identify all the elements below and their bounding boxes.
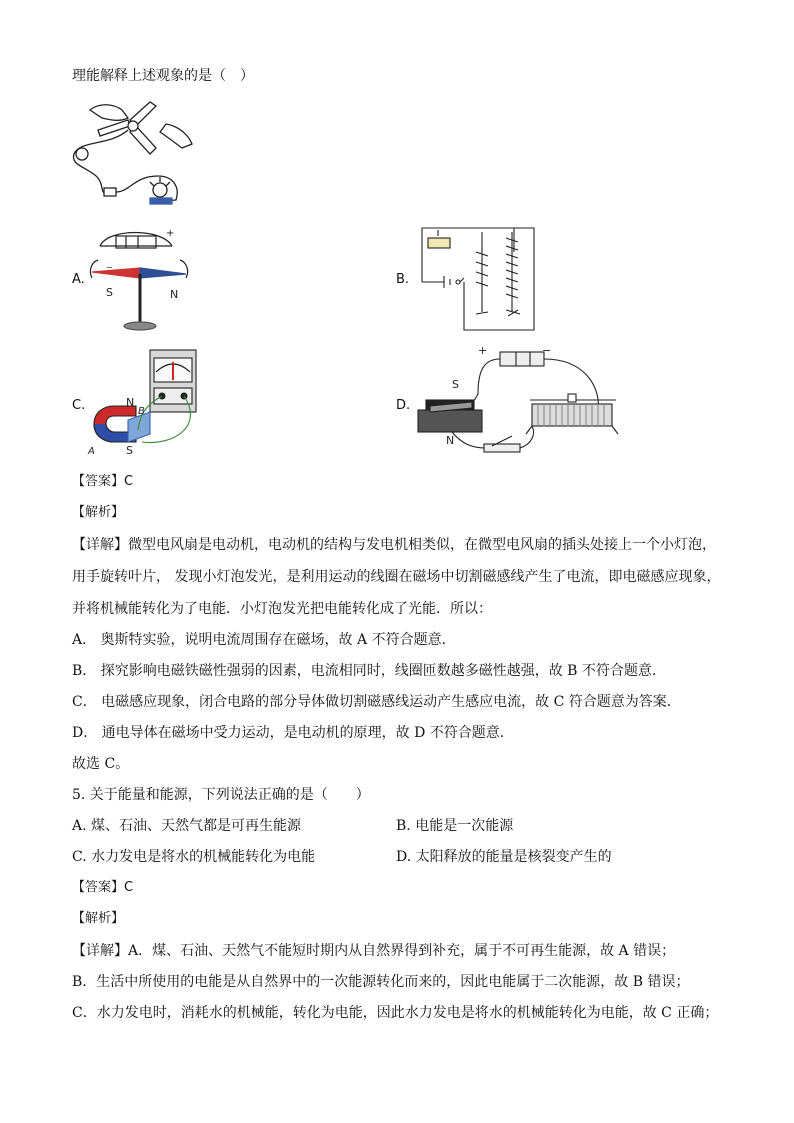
analysis-q5: 【解析】 — [72, 911, 125, 926]
motor-principle-figure — [412, 344, 622, 462]
label-n-c: N — [126, 396, 135, 409]
q5-option-b: B. 电能是一次能源 — [396, 818, 514, 834]
electromagnet-figure — [414, 222, 544, 334]
option-a-label: A. — [72, 272, 85, 287]
analysis-q4: 【解析】 — [72, 505, 125, 520]
label-s-d: S — [452, 378, 459, 391]
option-c-label: C. — [72, 398, 86, 413]
label-minus-a: − — [106, 263, 113, 272]
label-b-c: B — [138, 406, 145, 417]
label-n-d: N — [446, 434, 455, 447]
fan-bulb-figure — [70, 96, 200, 214]
detail-q5-line: 【详解】A．煤、石油、天然气不能短时期内从自然界得到补充，属于不可再生能源，故 A 错误； — [72, 943, 676, 959]
q5-stem: 5. 关于能量和能源，下列说法正确的是（ ） — [72, 787, 370, 803]
label-s-c: S — [126, 444, 133, 457]
label-a-c: A — [88, 446, 95, 457]
detail-q5-line: B．生活中所使用的电能是从自然界中的一次能源转化而来的，因此电能属于二次能源，故 B 错误； — [72, 974, 690, 990]
option-d-label: D. — [396, 398, 411, 413]
detail-q5-line: C．水力发电时，消耗水的机械能，转化为电能，因此水力发电是将水的机械能转化为电能，故 C 正确； — [72, 1005, 719, 1021]
detail-q4-line: 故选 C。 — [72, 756, 130, 772]
label-n-a: N — [170, 288, 179, 301]
detail-q4-line: A． 奥斯特实验，说明电流周围存在磁场，故 A 不符合题意． — [72, 632, 456, 648]
q5-option-d: D. 太阳释放的能量是核裂变产生的 — [396, 849, 612, 865]
q5-option-c: C. 水力发电是将水的机械能转化为电能 — [72, 849, 316, 865]
detail-q4-line: B． 探究影响电磁铁磁性强弱的因素，电流相同时，线圈匝数越多磁性越强，故 B 不符合题意． — [72, 663, 666, 679]
answer-q5: 【答案】C — [72, 880, 134, 895]
detail-q4-line: D． 通电导体在磁场中受力运动，是电动机的原理，故 D 不符合题意． — [72, 725, 514, 741]
label-s-a: S — [106, 286, 113, 299]
option-b-label: B. — [396, 272, 410, 287]
label-plus-a: + — [166, 228, 175, 239]
oersted-figure — [82, 222, 194, 336]
q5-option-a: A. 煤、石油、天然气都是可再生能源 — [72, 818, 302, 834]
induction-figure — [84, 346, 214, 458]
question-stem-tail: 理能解释上述观象的是（ ） — [72, 68, 254, 84]
detail-q4-line: 用手旋转叶片， 发现小灯泡发光，是利用运动的线圈在磁场中切割磁感线产生了电流，即电磁感应现象， — [72, 569, 721, 585]
detail-q4-line: 并将机械能转化为了电能．小灯泡发光把电能转化成了光能．所以： — [72, 601, 492, 617]
detail-q4-line: C． 电磁感应现象，闭合电路的部分导体做切割磁感线运动产生感应电流，故 C 符合题意为答案． — [72, 694, 681, 710]
label-minus-d: − — [542, 344, 552, 357]
label-plus-d: + — [478, 344, 488, 357]
detail-q4-line: 【详解】微型电风扇是电动机，电动机的结构与发电机相类似，在微型电风扇的插头处接上一个小灯泡， — [72, 537, 716, 553]
answer-q4: 【答案】C — [72, 474, 134, 489]
